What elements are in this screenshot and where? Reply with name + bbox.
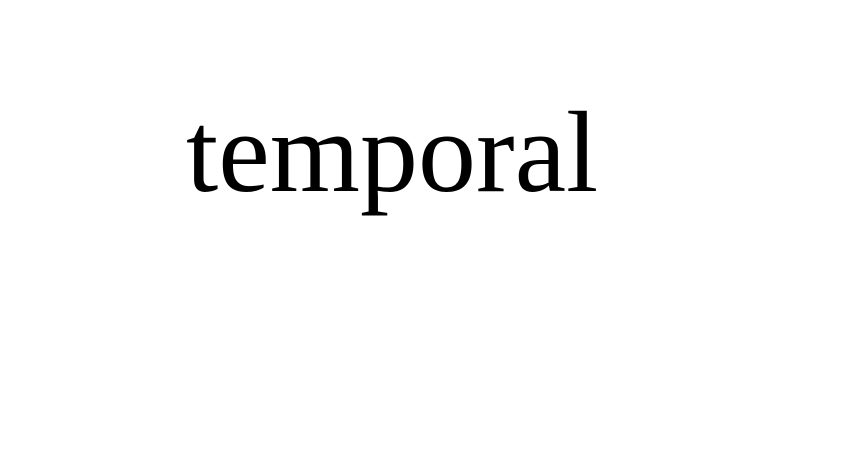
main-word: temporal <box>186 89 599 217</box>
